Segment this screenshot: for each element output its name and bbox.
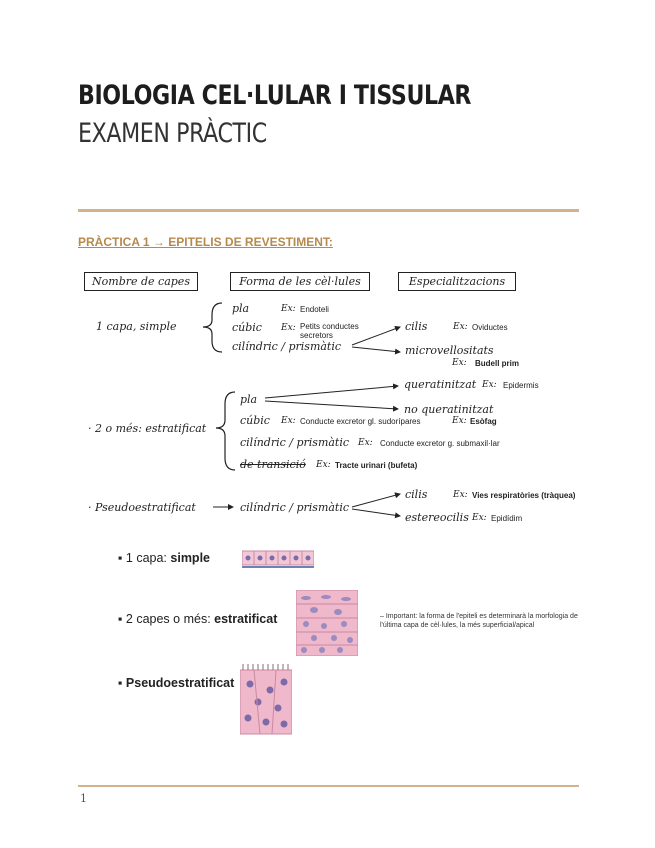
- estrat-quer-val: Epidermis: [503, 381, 539, 390]
- estrat-cil-ex: Ex:: [358, 438, 373, 448]
- pseudo-cilis-ex: Ex:: [453, 490, 468, 500]
- simple-cubic-ex: Ex:: [281, 323, 296, 333]
- pseudo-cilindric: cilíndric / prismàtic: [240, 501, 350, 514]
- bullet-simple: [118, 551, 210, 565]
- estrat-trans-ex: Ex:: [316, 460, 331, 470]
- bullet-pseudo: [118, 676, 234, 690]
- bullet-prefix: 2 capes o més:: [125, 612, 215, 626]
- simple-microvellositats: microvellositats: [405, 344, 494, 357]
- simple-micro-ex: Ex:: [452, 358, 467, 368]
- estrat-noquer-ex: Ex:: [452, 416, 467, 426]
- estrat-cilindric: cilíndric / prismàtic: [240, 436, 350, 449]
- pseudo-ester-val: Epidídim: [491, 514, 523, 523]
- label-estratificat: · 2 o més: estratificat: [88, 422, 207, 435]
- simple-cubic-val1: Petits conductes: [300, 322, 359, 331]
- page-number: 1: [80, 792, 87, 805]
- pseudo-cilis: cilis: [405, 488, 428, 501]
- estrat-queratinitzat: queratinitzat: [404, 378, 477, 391]
- estrat-transicio: de transició: [240, 458, 306, 471]
- estrat-trans-val: Tracte urinari (bufeta): [335, 461, 418, 470]
- simple-cilis-val: Oviductes: [472, 323, 508, 332]
- label-simple: 1 capa, simple: [96, 320, 177, 333]
- bullet-prefix: 1 capa:: [125, 551, 171, 565]
- pseudostratified-epithelium-image: [240, 664, 292, 736]
- note-text: [380, 612, 580, 630]
- estrat-cubic-val: Conducte excretor gl. sudorípares: [300, 417, 421, 426]
- estrat-cil-val: Conducte excretor g. submaxil·lar: [380, 439, 500, 448]
- simple-pla-ex: Ex:: [281, 304, 296, 314]
- simple-epithelium-image: [242, 549, 314, 569]
- bullet-bold: simple: [170, 551, 210, 565]
- header-nombre-capes: Nombre de capes: [84, 272, 198, 291]
- bullet-bold: estratificat: [214, 612, 278, 626]
- simple-pla: pla: [232, 302, 250, 315]
- bullet-dot: ▪: [118, 551, 126, 565]
- note-body: Important: la forma de l'epiteli es determinarà la morfologia de l'última capa de cèl·lules, la més superficial/apical: [380, 613, 578, 629]
- estrat-cubic-ex: Ex:: [281, 416, 296, 426]
- estrat-noquer-val: Esòfag: [470, 417, 497, 426]
- label-pseudo: · Pseudoestratificat: [88, 501, 196, 514]
- header-especialitzacions: Especialitzacions: [398, 272, 516, 291]
- header-forma-cellules: Forma de les cèl·lules: [230, 272, 370, 291]
- estrat-cubic: cúbic: [240, 414, 270, 427]
- pseudo-cilis-val: Vies respiratòries (tràquea): [472, 491, 576, 500]
- pseudo-estereocilis: estereocilis: [405, 511, 469, 524]
- pseudo-ester-ex: Ex:: [472, 513, 487, 523]
- bullet-dot: ▪: [118, 676, 126, 690]
- bullet-estratificat: [118, 612, 277, 626]
- simple-cilis: cilis: [405, 320, 428, 333]
- simple-cilindric: cilíndric / prismàtic: [232, 340, 342, 353]
- simple-cubic-val2: secretors: [300, 331, 333, 340]
- simple-pla-val: Endoteli: [300, 305, 329, 314]
- simple-micro-val: Budell prim: [475, 359, 520, 368]
- section-title: PRÀCTICA 1 → EPITELIS DE REVESTIMENT:: [78, 235, 333, 249]
- footer-divider: [78, 785, 579, 787]
- bullet-bold: Pseudoestratificat: [125, 676, 235, 690]
- estrat-quer-ex: Ex:: [482, 380, 497, 390]
- bullet-dot: ▪: [118, 612, 126, 626]
- simple-cilis-ex: Ex:: [453, 322, 468, 332]
- doc-subtitle: EXAMEN PRÀCTIC: [78, 118, 267, 149]
- note-dash: –: [380, 613, 386, 620]
- stratified-epithelium-image: [296, 590, 358, 656]
- estrat-no-queratinitzat: no queratinitzat: [404, 403, 494, 416]
- doc-title: BIOLOGIA CEL·LULAR I TISSULAR: [78, 80, 472, 111]
- simple-cubic: cúbic: [232, 321, 262, 334]
- estrat-pla: pla: [240, 393, 258, 406]
